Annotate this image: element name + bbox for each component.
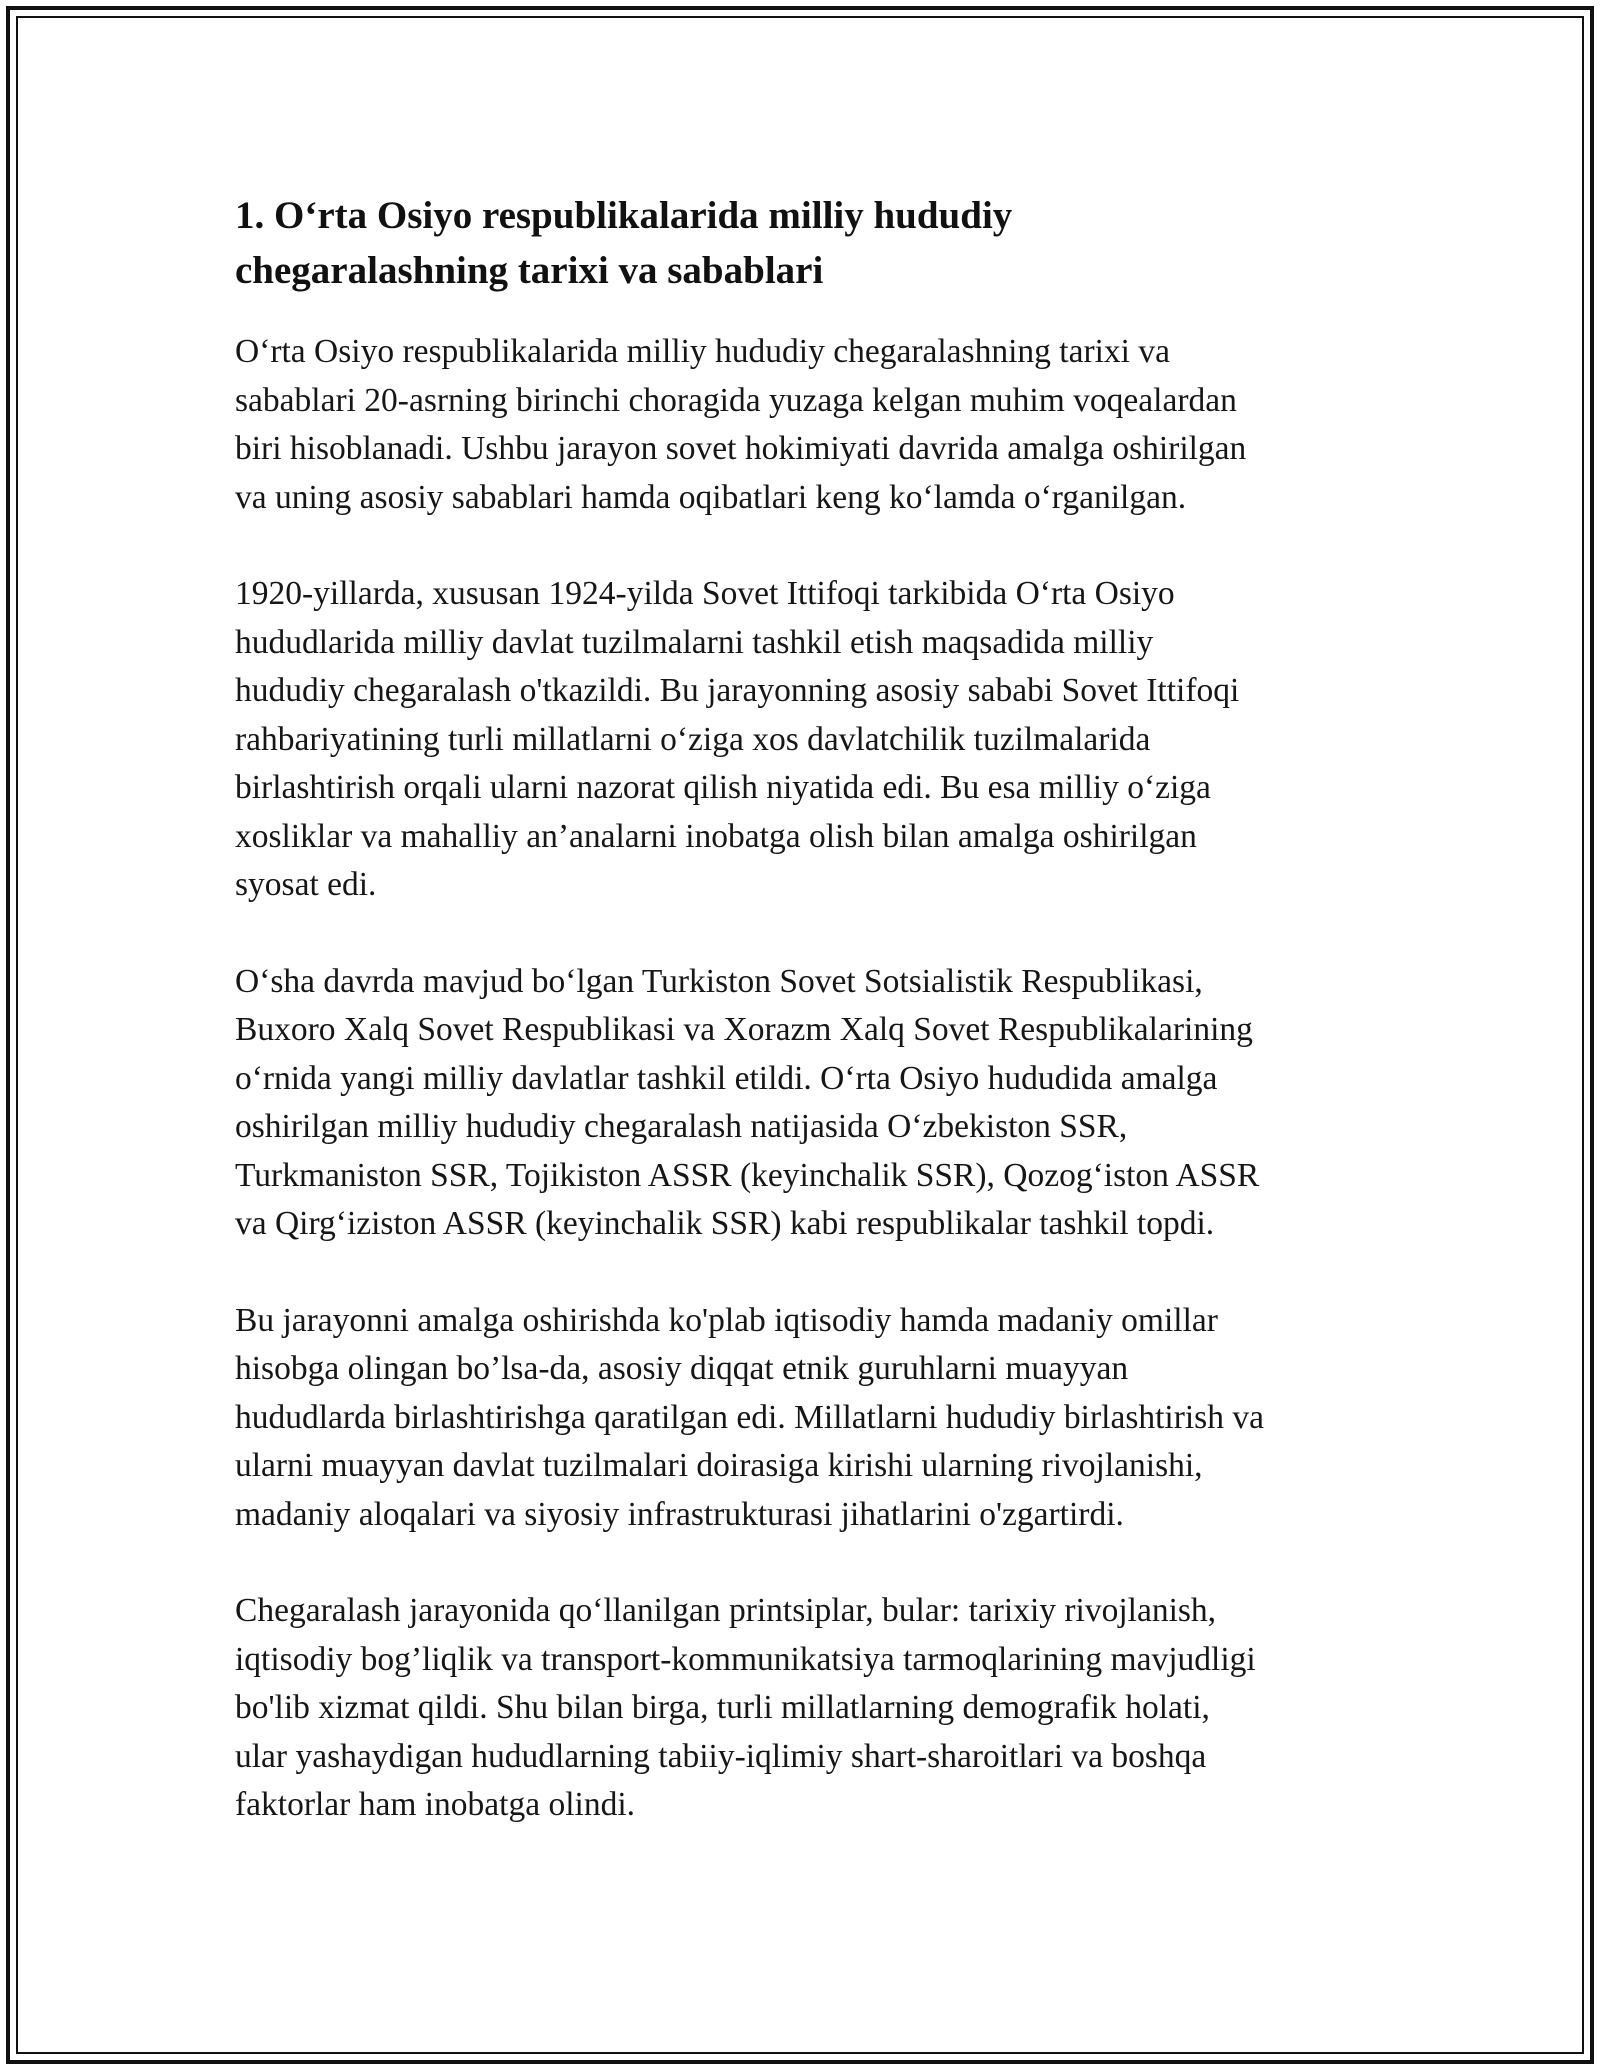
text-line: Buxoro Xalq Sovet Respublikasi va Xorazm Xalq Sovet Respublikalarining bbox=[235, 1011, 1253, 1048]
paragraph bbox=[235, 570, 1375, 910]
text-line: biri hisoblanadi. Ushbu jarayon sovet hokimiyati davrida amalga oshirilgan bbox=[235, 430, 1247, 467]
text-line: ularni muayyan davlat tuzilmalari doirasiga kirishi ularning rivojlanishi, bbox=[235, 1447, 1203, 1484]
text-line: 1920-yillarda, xususan 1924-yilda Sovet Ittifoqi tarkibida O‘rta Osiyo bbox=[235, 575, 1175, 612]
text-line: va uning asosiy sabablari hamda oqibatlari keng ko‘lamda o‘rganilgan. bbox=[235, 478, 1187, 516]
text-line: syosat edi. bbox=[235, 866, 377, 903]
section-title-line: 1. O‘rta Osiyo respublikalarida milliy hududiy bbox=[235, 194, 1013, 237]
text-line: O‘sha davrda mavjud bo‘lgan Turkiston Sovet Sotsialistik Respublikasi, bbox=[235, 962, 1203, 1000]
section-title-line: chegaralashning tarixi va sabablari bbox=[235, 249, 824, 292]
section-title bbox=[235, 188, 1375, 298]
text-line: Turkmaniston SSR, Tojikiston ASSR (keyinchalik SSR), Qozog‘iston ASSR bbox=[235, 1156, 1260, 1194]
document-body bbox=[235, 188, 1375, 1878]
text-line: Chegaralash jarayonida qo‘llanilgan printsiplar, bular: tarixiy rivojlanish, bbox=[235, 1592, 1217, 1629]
text-line: hududiy chegaralash o'tkazildi. Bu jarayonning asosiy sababi Sovet Ittifoqi bbox=[235, 672, 1240, 709]
text-line: bo'lib xizmat qildi. Shu bilan birga, turli millatlarning demografik holati, bbox=[235, 1689, 1210, 1726]
text-line: birlashtirish orqali ularni nazorat qilish niyatida edi. Bu esa milliy o‘ziga bbox=[235, 769, 1211, 806]
text-line: hududlarda birlashtirishga qaratilgan edi. Millatlarni hududiy birlashtirish va bbox=[235, 1398, 1264, 1436]
text-line: madaniy aloqalari va siyosiy infrastrukturasi jihatlarini o'zgartirdi. bbox=[235, 1495, 1124, 1533]
paragraph bbox=[235, 328, 1375, 522]
text-line: ular yashaydigan hududlarning tabiiy-iqlimiy shart-sharoitlari va boshqa bbox=[235, 1737, 1207, 1775]
paragraph bbox=[235, 958, 1375, 1249]
text-line: va Qirg‘iziston ASSR (keyinchalik SSR) kabi respublikalar tashkil topdi. bbox=[235, 1205, 1215, 1242]
text-line: iqtisodiy bog’liqlik va transport-kommunikatsiya tarmoqlarining mavjudligi bbox=[235, 1640, 1256, 1678]
text-line: xosliklar va mahalliy an’analarni inobatga olish bilan amalga oshirilgan bbox=[235, 817, 1197, 855]
paragraph bbox=[235, 1587, 1375, 1830]
text-line: hududlarida milliy davlat tuzilmalarni tashkil etish maqsadida milliy bbox=[235, 623, 1154, 661]
text-line: oshirilgan milliy hududiy chegaralash natijasida O‘zbekiston SSR, bbox=[235, 1108, 1128, 1145]
text-line: O‘rta Osiyo respublikalarida milliy hududiy chegaralashning tarixi va bbox=[235, 333, 1170, 370]
text-line: rahbariyatining turli millatlarni o‘ziga xos davlatchilik tuzilmalarida bbox=[235, 720, 1151, 758]
text-line: Bu jarayonni amalga oshirishda ko'plab iqtisodiy hamda madaniy omillar bbox=[235, 1301, 1218, 1339]
paragraph bbox=[235, 1297, 1375, 1540]
text-line: faktorlar ham inobatga olindi. bbox=[235, 1786, 636, 1823]
text-line: sabablari 20-asrning birinchi choragida yuzaga kelgan muhim voqealardan bbox=[235, 381, 1237, 419]
text-line: o‘rnida yangi milliy davlatlar tashkil etildi. O‘rta Osiyo hududida amalga bbox=[235, 1059, 1218, 1097]
text-line: hisobga olingan bo’lsa-da, asosiy diqqat etnik guruhlarni muayyan bbox=[235, 1350, 1129, 1387]
